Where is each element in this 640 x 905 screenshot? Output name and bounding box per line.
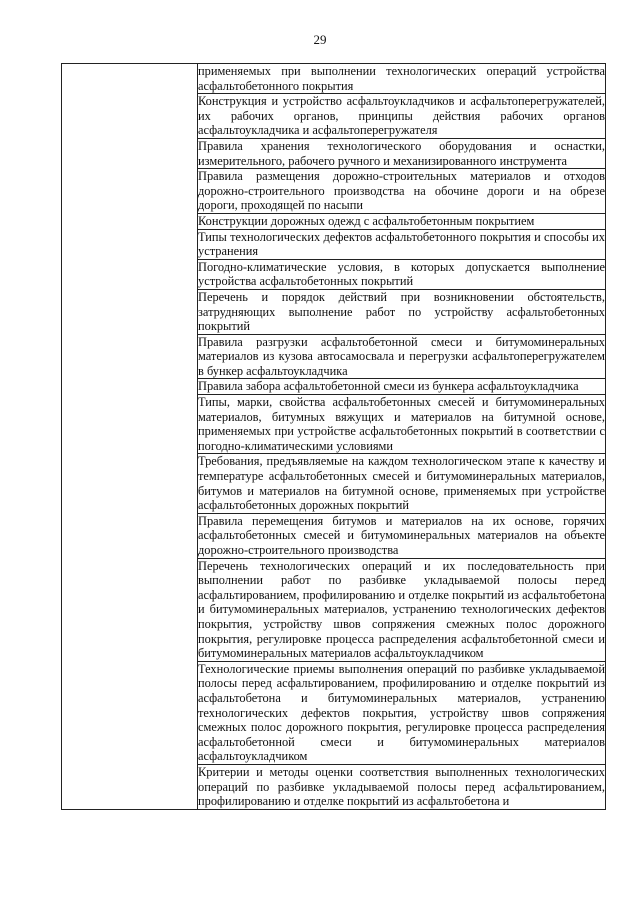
- requirement-cell: Перечень и порядок действий при возникновении обстоятельств, затрудняющих выполнение работ по устройству асфальтобетонных покрытий: [198, 289, 605, 334]
- requirement-cell: Типы технологических дефектов асфальтобетонного покрытия и способы их устранения: [198, 229, 605, 259]
- requirement-cell: Критерии и методы оценки соответствия выполненных технологических операций по разбивке укладываемой полосы перед асфальтированием, профилированию и отделке покрытий из асфальтобетона и: [198, 764, 605, 809]
- requirement-cell: применяемых при выполнении технологических операций устройства асфальтобетонного покрытия: [198, 64, 605, 93]
- requirement-cell: Правила размещения дорожно-строительных материалов и отходов дорожно-строительного производства на обочине дороги и на обрезе дороги, проходящей по насыпи: [198, 169, 605, 213]
- requirement-cell: Конструкции дорожных одежд с асфальтобетонным покрытием: [198, 213, 606, 229]
- page-number: 29: [313, 32, 327, 47]
- requirement-cell: Конструкция и устройство асфальтоукладчиков и асфальтоперегружателей, их рабочих органов, принципы действия рабочих органов асфальтоукладчика и асфальтоперегружателя: [198, 94, 605, 138]
- requirement-cell: Типы, марки, свойства асфальтобетонных смесей и битумоминеральных материалов, битумных вяжущих и материалов на битумной основе, применяемых при устройстве асфальтобетонных покрытий в соответствии с погодно-климатическими условиями: [198, 395, 605, 453]
- requirement-cell: Правила перемещения битумов и материалов на их основе, горячих асфальтобетонных смесей и битумоминеральных материалов на объекте дорожно-строительного производства: [198, 513, 605, 557]
- requirement-cell: Правила разгрузки асфальтобетонной смеси и битумоминеральных материалов из кузова автосамосвала и перегрузки асфальтоперегружателем в бункер асфальтоукладчика: [198, 334, 605, 378]
- requirement-cell: Требования, предъявляемые на каждом технологическом этапе к качеству и температуре асфальтобетонных смесей и битумоминеральных материалов, битумов и материалов на битумной основе, применяемых при устройстве асфальтобетонных дорожных покрытий: [198, 454, 605, 513]
- requirement-cell: Правила забора асфальтобетонной смеси из бункера асфальтоукладчика: [198, 379, 606, 395]
- requirements-table: [61, 63, 606, 810]
- requirement-cell: Погодно-климатические условия, в которых допускается выполнение устройства асфальтобетонных покрытий: [198, 259, 605, 289]
- table-row: [62, 64, 606, 94]
- requirement-cell: Технологические приемы выполнения операций по разбивке укладываемой полосы перед асфальтированием, профилированию и отделке покрытий из асфальтобетона и битумоминеральных материалов, устранению технологических дефектов покрытия, устройству швов сопряжения смежных полос дорожного покрытия, регулировке процесса распределения асфальтобетонной смеси и битумоминеральных материалов асфальтоукладчиком: [198, 661, 605, 764]
- requirement-cell: Правила хранения технологического оборудования и оснастки, измерительного, рабочего ручного и механизированного инструмента: [198, 138, 605, 168]
- requirement-cell: Перечень технологических операций и их последовательность при выполнении работ по разбивке укладываемой полосы перед асфальтированием, профилированию и отделке покрытий из асфальтобетона и битумоминеральных материалов, устранению технологических дефектов покрытия, устройству швов сопряжения смежных полос дорожного покрытия, регулировке процесса распределения асфальтобетонной смеси и битумоминеральных материалов асфальтоукладчиком: [198, 558, 605, 661]
- table-body: [62, 64, 606, 810]
- label-column-cell: [62, 64, 198, 810]
